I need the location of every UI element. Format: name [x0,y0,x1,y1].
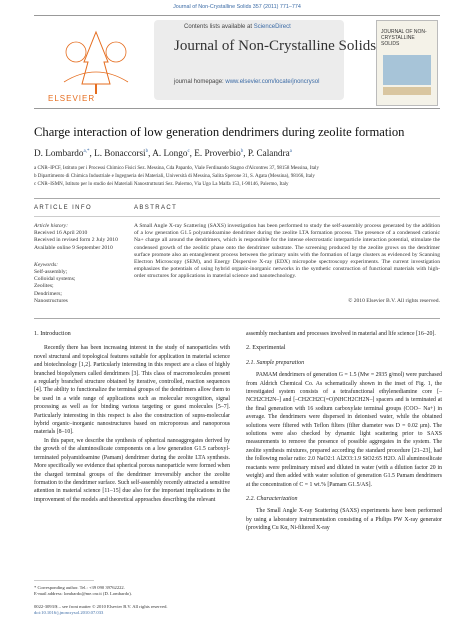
affiliation: b Dipartimento di Chimica Industriale e Ingegneria dei Materiali, Università di Messina, Salita Sperone 31, S. Agata (Messina), 98166, Italy [34,174,315,179]
footnote-divider [34,580,94,581]
homepage-link[interactable]: www.elsevier.com/locate/jnoncrysol [225,79,320,85]
keyword: Colloidal systems; [34,276,76,283]
paragraph: In this paper, we describe the synthesis of spherical nanoaggregates derived by the growth of the aluminosilicate components on a low generation G1.5 carboxyl-terminated polyamidoamine (Pamam) dendrimer during the zeolite LTA synthesis. More specifically we evidence that spherical porous nanoparticle were formed when the charged terminal groups of the dendrimer irreversibly anchor the zeolite formation to the dendrimer surface. Such self-assembly recently attracted a sensitive attention in material science [11–15] due also for the important implications in the improvement of the models and theoretical approaches describing the relevant [34,437,230,503]
keyword: Nanostructures [34,297,68,304]
journal-name: Journal of Non-Crystalline Solids [174,38,377,54]
divider [34,318,440,319]
paragraph: Recently there has been increasing interest in the study of nanoparticles with novel structural and topological features suitable for application in material science and biotechnology [1,2]. Particularly interesting in this respect are a class of highly branched biopolymers called dendrimers [3]. This class of macromolecules present a regularly branched structure obtained by iterative, controlled, reaction sequences [4]. The ability to functionalize the terminal groups of the dendrimers allow them to be used in a wide range of applications such as molecular recognition, signal processing as well as for binding various targeting or guest molecules [5–7]. Particularly interesting in this respect is also the construction of supra-molecular hybrid organic–inorganic nanostructures based on microporous and nanoporous materials [8–10]. [34,345,230,436]
abstract-text: A Small Angle X-ray Scattering (SAXS) investigation has been performed to study the self-assembly process generated by the addition of a low generation G1.5 polyamidoamine dendrimer during the zeolite LTA formation process. The presence of a condensed cationic Na+ charge all around the dendrimers, which is responsible for the intense electrostatic interparticle interaction potential, stimulate the condensed growth of the zeolitic phase onto the dendrimer substrate. The screening produced by the zeolite grows on the dendrimer surface promote also an entanglement process between the primary units with the formation of large clusters as evidenced by Scanning Electron Microscopy (SEM), and Energy Dispersive X-ray (EDX) micropobe spectroscopy experiments. The current investigation emphasizes the potentials of using hybrid organic-inorganic networks in the synthetic construction of functional materials with high-order structures for applications in material science and nanotechnology. [134,223,440,280]
homepage-line [174,79,319,85]
keyword: Zeolites; [34,283,54,290]
affiliations [34,165,454,189]
section-heading: 1. Introduction [34,330,71,337]
cover-title: JOURNAL OF NON-CRYSTALLINE SOLIDS [381,29,427,47]
article-info [34,223,126,305]
elsevier-logo [46,22,146,100]
paragraph: PAMAM dendrimers of generation G = 1.5 (Mw = 2935 g/mol) were purchased from Aldrich Chemical Co. As schematically shown in the inset of Fig. 1, the investigated system consists of a tetrafunctional ethylenediamine core [–NCH2CH2N–] and [–CH2CH2C(=O)NHCH2CH2N–] spacers and is terminated at the final generation with 16 sodium carboxylate terminal groups (COO− Na+) in average. The dendrimers were dispersed in deionised water, while the obtained solutions were filtered with Teflon filters (filter diameter was D = 0.02 μm). The solutions were also checked by dynamic light scattering prior to SAXS measurements to remove the presence of possible aggregates in the system. The zeolite synthesis mixtures, prepared according the standard procedure [21–23], had the following molar ratio: 2.0 NaO2:1 Al2O3:1.9 SiO2:65 H2O. All aluminosilicate reactants were preliminary mixed and diluted in water (with a dilution factor 20 in weight) and then added with water solution of generation G1.5 Pamam dendrimers at the concentration of C = 1 wt.% [Pamam G1.5/AS]. [246,372,442,488]
subsection-heading: 2.1. Sample preparation [246,359,305,366]
journal-reference[interactable]: Journal of Non-Crystalline Solids 357 (2011) 771–774 [173,4,301,10]
keyword: Dendrimers; [34,290,62,297]
author-name[interactable]: E. Proverbio [194,148,241,158]
history-item: Received 16 April 2010 [34,230,88,237]
author-affiliation-marker: a [289,148,292,154]
author-affiliation-marker: b [240,148,244,154]
journal-cover-thumbnail [376,20,438,106]
abstract-label: ABSTRACT [134,205,178,211]
homepage-prefix: journal homepage: [174,79,224,85]
keywords-label: Keywords: [34,261,59,268]
author-affiliation-marker: a,* [83,148,90,154]
issn-line: 0022-3093/$ – see front matter © 2010 Elsevier B.V. All rights reserved. [34,603,168,609]
journal-header [34,15,440,109]
divider [34,216,440,217]
history-item: Received in revised form 2 July 2010 [34,237,118,244]
publisher-name: ELSEVIER [48,94,96,103]
history-label: Article history: [34,223,69,229]
paragraph: assembly mechanism and processes involved in material and life science [16–20]. [246,331,436,337]
abstract-copyright: © 2010 Elsevier B.V. All rights reserved. [348,298,440,304]
paragraph: The Small Angle X-ray Scattering (SAXS) experiments have been performed by using a laboratory instrumentation consisting of a Philips PW X-ray generator (providing Cu Kα, Ni-filtered X-ray [246,508,442,532]
contents-prefix: Contents lists available at [184,24,253,30]
history-item: Available online 9 September 2010 [34,244,113,251]
divider [34,198,440,199]
author-affiliation-marker: c [187,148,190,154]
footnote [34,585,234,617]
doi-link[interactable]: doi:10.1016/j.jnoncrysol.2010.07.033 [34,610,104,616]
affiliation: c CNR–ISMN, Istituto per lo studio dei Materiali Nanostrutturati Sez. Palermo, Via Ugo La Malfa 153, I-90146, Palermo, Italy [34,182,289,187]
article-title: Charge interaction of low generation dendrimers during zeolite formation [34,125,405,139]
right-column [246,330,442,533]
author-name[interactable]: A. Longo [152,148,188,158]
section-heading: 2. Experimental [246,344,286,352]
header-center-panel [154,20,344,100]
article-info-label: ARTICLE INFO [34,205,93,211]
affiliation: a CNR–IPCF, Istituto per i Processi Chimico Fisici Sez. Messina, Cda Papardo, Viale Ferdinando Stagno d'Alcontres 37, 98158 Messina, Italy [34,166,319,171]
subsection-heading: 2.2. Characterization [246,495,298,502]
sciencedirect-link[interactable]: ScienceDirect [253,24,291,30]
email-address[interactable]: E-mail address: lombardo@me.cnr.it (D. Lombardo). [34,591,132,597]
corresponding-author: * Corresponding author. Tel.: +39 090 39762222. [34,585,125,590]
author-list: D. Lombardo$^{a,*}$, L. Bonaccorsi$^b$, A. Longo$^c$, E. Proverbio$^b$, P. Calandra$^a$ [34,148,292,158]
contents-line [184,24,291,30]
author-name[interactable]: L. Bonaccorsi [94,148,146,158]
keyword: Self-assembly; [34,269,68,276]
author-name[interactable]: P. Calandra [247,148,290,158]
author-name[interactable]: D. Lombardo [34,148,84,158]
left-column [34,330,230,504]
author-affiliation-marker: b [145,148,149,154]
